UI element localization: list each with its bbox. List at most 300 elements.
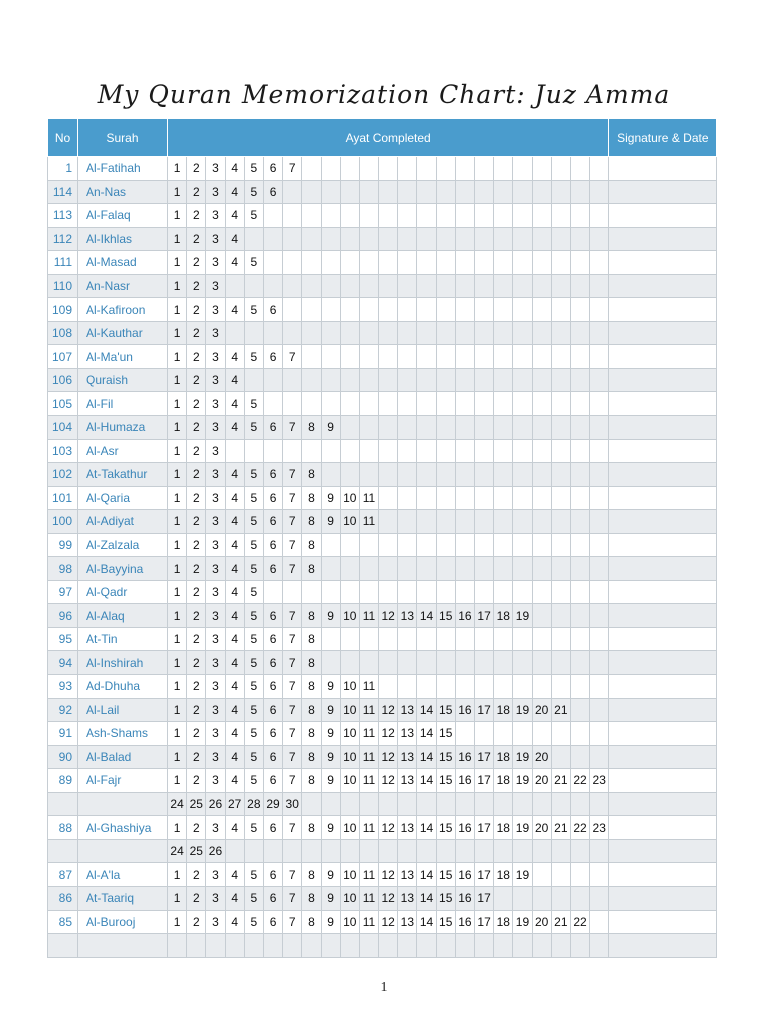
- ayah-cell[interactable]: [455, 839, 474, 863]
- ayah-cell[interactable]: [494, 557, 513, 581]
- ayah-cell[interactable]: 17: [475, 886, 494, 910]
- ayah-cell[interactable]: [436, 580, 455, 604]
- ayah-cell[interactable]: [379, 486, 398, 510]
- ayah-cell[interactable]: 1: [168, 157, 187, 181]
- ayah-cell[interactable]: 1: [168, 510, 187, 534]
- ayah-cell[interactable]: [590, 604, 609, 628]
- ayah-cell[interactable]: 3: [206, 251, 225, 275]
- ayah-cell[interactable]: [436, 675, 455, 699]
- ayah-cell[interactable]: 3: [206, 486, 225, 510]
- ayah-cell[interactable]: 5: [244, 863, 263, 887]
- ayah-cell[interactable]: 21: [551, 769, 570, 793]
- ayah-cell[interactable]: [225, 274, 244, 298]
- signature-cell[interactable]: [609, 274, 717, 298]
- ayah-cell[interactable]: 7: [283, 486, 302, 510]
- ayah-cell[interactable]: 1: [168, 722, 187, 746]
- ayah-cell[interactable]: [570, 863, 589, 887]
- ayah-cell[interactable]: [455, 157, 474, 181]
- ayah-cell[interactable]: [417, 298, 436, 322]
- ayah-cell[interactable]: 11: [359, 886, 378, 910]
- ayah-cell[interactable]: 27: [225, 792, 244, 816]
- ayah-cell[interactable]: 23: [590, 816, 609, 840]
- ayah-cell[interactable]: 2: [187, 604, 206, 628]
- ayah-cell[interactable]: [551, 745, 570, 769]
- ayah-cell[interactable]: [359, 368, 378, 392]
- ayah-cell[interactable]: [532, 416, 551, 440]
- ayah-cell[interactable]: [551, 839, 570, 863]
- ayah-cell[interactable]: 9: [321, 745, 340, 769]
- ayah-cell[interactable]: 4: [225, 580, 244, 604]
- ayah-cell[interactable]: 26: [206, 792, 225, 816]
- ayah-cell[interactable]: [494, 157, 513, 181]
- ayah-cell[interactable]: 2: [187, 204, 206, 228]
- ayah-cell[interactable]: 28: [244, 792, 263, 816]
- ayah-cell[interactable]: 6: [263, 722, 282, 746]
- ayah-cell[interactable]: 12: [379, 722, 398, 746]
- ayah-cell[interactable]: 1: [168, 627, 187, 651]
- ayah-cell[interactable]: [359, 274, 378, 298]
- signature-cell[interactable]: [609, 816, 717, 840]
- ayah-cell[interactable]: [590, 651, 609, 675]
- ayah-cell[interactable]: [417, 439, 436, 463]
- ayah-cell[interactable]: 9: [321, 486, 340, 510]
- ayah-cell[interactable]: [475, 839, 494, 863]
- signature-cell[interactable]: [609, 204, 717, 228]
- ayah-cell[interactable]: [455, 722, 474, 746]
- ayah-cell[interactable]: [417, 533, 436, 557]
- ayah-cell[interactable]: [570, 416, 589, 440]
- ayah-cell[interactable]: [475, 557, 494, 581]
- ayah-cell[interactable]: [455, 463, 474, 487]
- ayah-cell[interactable]: [340, 274, 359, 298]
- ayah-cell[interactable]: 29: [263, 792, 282, 816]
- ayah-cell[interactable]: 7: [283, 651, 302, 675]
- ayah-cell[interactable]: [263, 251, 282, 275]
- ayah-cell[interactable]: [570, 745, 589, 769]
- ayah-cell[interactable]: [570, 839, 589, 863]
- ayah-cell[interactable]: 4: [225, 533, 244, 557]
- ayah-cell[interactable]: 6: [263, 486, 282, 510]
- ayah-cell[interactable]: 1: [168, 204, 187, 228]
- ayah-cell[interactable]: [417, 651, 436, 675]
- ayah-cell[interactable]: [340, 557, 359, 581]
- ayah-cell[interactable]: 4: [225, 651, 244, 675]
- ayah-cell[interactable]: [436, 533, 455, 557]
- ayah-cell[interactable]: [417, 792, 436, 816]
- ayah-cell[interactable]: [302, 251, 321, 275]
- ayah-cell[interactable]: 9: [321, 510, 340, 534]
- ayah-cell[interactable]: [379, 627, 398, 651]
- ayah-cell[interactable]: 13: [398, 769, 417, 793]
- ayah-cell[interactable]: [398, 251, 417, 275]
- ayah-cell[interactable]: [417, 368, 436, 392]
- ayah-cell[interactable]: [590, 486, 609, 510]
- signature-cell[interactable]: [609, 321, 717, 345]
- ayah-cell[interactable]: [570, 345, 589, 369]
- ayah-cell[interactable]: 22: [570, 769, 589, 793]
- ayah-cell[interactable]: 2: [187, 439, 206, 463]
- ayah-cell[interactable]: [551, 627, 570, 651]
- ayah-cell[interactable]: [570, 204, 589, 228]
- ayah-cell[interactable]: [590, 439, 609, 463]
- ayah-cell[interactable]: 7: [283, 745, 302, 769]
- ayah-cell[interactable]: [513, 675, 532, 699]
- ayah-cell[interactable]: 2: [187, 698, 206, 722]
- signature-cell[interactable]: [609, 439, 717, 463]
- ayah-cell[interactable]: [590, 463, 609, 487]
- ayah-cell[interactable]: [494, 580, 513, 604]
- ayah-cell[interactable]: 11: [359, 510, 378, 534]
- ayah-cell[interactable]: 2: [187, 910, 206, 934]
- signature-cell[interactable]: [609, 863, 717, 887]
- ayah-cell[interactable]: [417, 580, 436, 604]
- ayah-cell[interactable]: 19: [513, 863, 532, 887]
- ayah-cell[interactable]: 8: [302, 416, 321, 440]
- ayah-cell[interactable]: 11: [359, 604, 378, 628]
- ayah-cell[interactable]: [475, 627, 494, 651]
- ayah-cell[interactable]: 17: [475, 816, 494, 840]
- ayah-cell[interactable]: 5: [244, 486, 263, 510]
- ayah-cell[interactable]: [359, 533, 378, 557]
- ayah-cell[interactable]: [570, 651, 589, 675]
- ayah-cell[interactable]: [532, 251, 551, 275]
- ayah-cell[interactable]: 6: [263, 510, 282, 534]
- ayah-cell[interactable]: [570, 251, 589, 275]
- ayah-cell[interactable]: [590, 227, 609, 251]
- ayah-cell[interactable]: 7: [283, 910, 302, 934]
- ayah-cell[interactable]: 1: [168, 392, 187, 416]
- ayah-cell[interactable]: [436, 157, 455, 181]
- ayah-cell[interactable]: 20: [532, 698, 551, 722]
- ayah-cell[interactable]: [321, 274, 340, 298]
- ayah-cell[interactable]: [340, 298, 359, 322]
- ayah-cell[interactable]: [475, 180, 494, 204]
- ayah-cell[interactable]: [225, 839, 244, 863]
- ayah-cell[interactable]: 17: [475, 745, 494, 769]
- ayah-cell[interactable]: [398, 651, 417, 675]
- ayah-cell[interactable]: 2: [187, 463, 206, 487]
- ayah-cell[interactable]: [494, 204, 513, 228]
- ayah-cell[interactable]: 6: [263, 298, 282, 322]
- ayah-cell[interactable]: 11: [359, 863, 378, 887]
- ayah-cell[interactable]: 6: [263, 769, 282, 793]
- ayah-cell[interactable]: 6: [263, 651, 282, 675]
- ayah-cell[interactable]: [532, 557, 551, 581]
- ayah-cell[interactable]: [283, 274, 302, 298]
- ayah-cell[interactable]: [417, 180, 436, 204]
- ayah-cell[interactable]: 6: [263, 627, 282, 651]
- ayah-cell[interactable]: [436, 792, 455, 816]
- ayah-cell[interactable]: 12: [379, 816, 398, 840]
- ayah-cell[interactable]: [321, 204, 340, 228]
- ayah-cell[interactable]: [340, 416, 359, 440]
- signature-cell[interactable]: [609, 839, 717, 863]
- ayah-cell[interactable]: 3: [206, 510, 225, 534]
- ayah-cell[interactable]: 6: [263, 416, 282, 440]
- ayah-cell[interactable]: 9: [321, 416, 340, 440]
- ayah-cell[interactable]: [570, 180, 589, 204]
- ayah-cell[interactable]: 5: [244, 510, 263, 534]
- ayah-cell[interactable]: 2: [187, 769, 206, 793]
- ayah-cell[interactable]: 4: [225, 816, 244, 840]
- ayah-cell[interactable]: [379, 463, 398, 487]
- ayah-cell[interactable]: [283, 298, 302, 322]
- signature-cell[interactable]: [609, 157, 717, 181]
- ayah-cell[interactable]: [283, 227, 302, 251]
- ayah-cell[interactable]: [340, 321, 359, 345]
- ayah-cell[interactable]: [321, 439, 340, 463]
- ayah-cell[interactable]: [379, 839, 398, 863]
- ayah-cell[interactable]: [379, 533, 398, 557]
- ayah-cell[interactable]: [532, 345, 551, 369]
- ayah-cell[interactable]: [590, 580, 609, 604]
- ayah-cell[interactable]: [283, 180, 302, 204]
- ayah-cell[interactable]: [417, 510, 436, 534]
- ayah-cell[interactable]: 3: [206, 745, 225, 769]
- ayah-cell[interactable]: 8: [302, 463, 321, 487]
- ayah-cell[interactable]: 4: [225, 745, 244, 769]
- ayah-cell[interactable]: [455, 321, 474, 345]
- ayah-cell[interactable]: 5: [244, 910, 263, 934]
- ayah-cell[interactable]: 6: [263, 698, 282, 722]
- ayah-cell[interactable]: [570, 298, 589, 322]
- ayah-cell[interactable]: [398, 368, 417, 392]
- ayah-cell[interactable]: 14: [417, 769, 436, 793]
- ayah-cell[interactable]: 9: [321, 698, 340, 722]
- ayah-cell[interactable]: 2: [187, 345, 206, 369]
- ayah-cell[interactable]: 11: [359, 769, 378, 793]
- signature-cell[interactable]: [609, 698, 717, 722]
- ayah-cell[interactable]: 8: [302, 745, 321, 769]
- ayah-cell[interactable]: 6: [263, 863, 282, 887]
- ayah-cell[interactable]: [513, 722, 532, 746]
- ayah-cell[interactable]: 3: [206, 345, 225, 369]
- ayah-cell[interactable]: 18: [494, 910, 513, 934]
- ayah-cell[interactable]: 1: [168, 321, 187, 345]
- ayah-cell[interactable]: [263, 392, 282, 416]
- ayah-cell[interactable]: 12: [379, 604, 398, 628]
- ayah-cell[interactable]: [551, 321, 570, 345]
- ayah-cell[interactable]: 10: [340, 722, 359, 746]
- ayah-cell[interactable]: 5: [244, 557, 263, 581]
- ayah-cell[interactable]: [570, 533, 589, 557]
- ayah-cell[interactable]: [513, 157, 532, 181]
- ayah-cell[interactable]: [436, 298, 455, 322]
- ayah-cell[interactable]: 4: [225, 251, 244, 275]
- ayah-cell[interactable]: [263, 274, 282, 298]
- ayah-cell[interactable]: [570, 698, 589, 722]
- ayah-cell[interactable]: [513, 204, 532, 228]
- ayah-cell[interactable]: 7: [283, 769, 302, 793]
- ayah-cell[interactable]: 15: [436, 604, 455, 628]
- ayah-cell[interactable]: [532, 510, 551, 534]
- ayah-cell[interactable]: 4: [225, 769, 244, 793]
- ayah-cell[interactable]: [359, 345, 378, 369]
- ayah-cell[interactable]: [532, 321, 551, 345]
- ayah-cell[interactable]: 3: [206, 157, 225, 181]
- ayah-cell[interactable]: [455, 557, 474, 581]
- ayah-cell[interactable]: [494, 392, 513, 416]
- ayah-cell[interactable]: [455, 580, 474, 604]
- ayah-cell[interactable]: 8: [302, 769, 321, 793]
- ayah-cell[interactable]: 16: [455, 769, 474, 793]
- ayah-cell[interactable]: [551, 675, 570, 699]
- ayah-cell[interactable]: 8: [302, 816, 321, 840]
- ayah-cell[interactable]: [455, 416, 474, 440]
- ayah-cell[interactable]: [340, 368, 359, 392]
- ayah-cell[interactable]: 17: [475, 769, 494, 793]
- ayah-cell[interactable]: [475, 486, 494, 510]
- ayah-cell[interactable]: 5: [244, 416, 263, 440]
- ayah-cell[interactable]: [321, 792, 340, 816]
- ayah-cell[interactable]: [263, 227, 282, 251]
- ayah-cell[interactable]: [475, 510, 494, 534]
- signature-cell[interactable]: [609, 416, 717, 440]
- ayah-cell[interactable]: [340, 392, 359, 416]
- ayah-cell[interactable]: [340, 580, 359, 604]
- ayah-cell[interactable]: [417, 416, 436, 440]
- ayah-cell[interactable]: 7: [283, 698, 302, 722]
- ayah-cell[interactable]: 13: [398, 863, 417, 887]
- ayah-cell[interactable]: [475, 463, 494, 487]
- ayah-cell[interactable]: 10: [340, 769, 359, 793]
- ayah-cell[interactable]: [398, 463, 417, 487]
- ayah-cell[interactable]: [244, 274, 263, 298]
- ayah-cell[interactable]: [379, 298, 398, 322]
- ayah-cell[interactable]: [590, 722, 609, 746]
- ayah-cell[interactable]: 3: [206, 863, 225, 887]
- ayah-cell[interactable]: [283, 439, 302, 463]
- ayah-cell[interactable]: 6: [263, 157, 282, 181]
- ayah-cell[interactable]: [455, 227, 474, 251]
- ayah-cell[interactable]: 4: [225, 910, 244, 934]
- ayah-cell[interactable]: 9: [321, 769, 340, 793]
- ayah-cell[interactable]: [455, 533, 474, 557]
- signature-cell[interactable]: [609, 675, 717, 699]
- ayah-cell[interactable]: [590, 910, 609, 934]
- ayah-cell[interactable]: [379, 557, 398, 581]
- ayah-cell[interactable]: 6: [263, 180, 282, 204]
- ayah-cell[interactable]: 1: [168, 274, 187, 298]
- ayah-cell[interactable]: [455, 627, 474, 651]
- ayah-cell[interactable]: 1: [168, 298, 187, 322]
- ayah-cell[interactable]: 7: [283, 463, 302, 487]
- ayah-cell[interactable]: [244, 227, 263, 251]
- ayah-cell[interactable]: 1: [168, 769, 187, 793]
- ayah-cell[interactable]: [321, 557, 340, 581]
- ayah-cell[interactable]: [532, 463, 551, 487]
- ayah-cell[interactable]: [455, 792, 474, 816]
- ayah-cell[interactable]: 9: [321, 816, 340, 840]
- ayah-cell[interactable]: 4: [225, 698, 244, 722]
- ayah-cell[interactable]: [494, 298, 513, 322]
- ayah-cell[interactable]: [551, 557, 570, 581]
- ayah-cell[interactable]: 2: [187, 816, 206, 840]
- ayah-cell[interactable]: 13: [398, 886, 417, 910]
- ayah-cell[interactable]: [494, 839, 513, 863]
- ayah-cell[interactable]: 4: [225, 463, 244, 487]
- ayah-cell[interactable]: 1: [168, 463, 187, 487]
- ayah-cell[interactable]: [590, 298, 609, 322]
- ayah-cell[interactable]: 2: [187, 298, 206, 322]
- ayah-cell[interactable]: 17: [475, 698, 494, 722]
- ayah-cell[interactable]: [398, 675, 417, 699]
- ayah-cell[interactable]: 2: [187, 251, 206, 275]
- ayah-cell[interactable]: 2: [187, 157, 206, 181]
- ayah-cell[interactable]: [398, 274, 417, 298]
- ayah-cell[interactable]: [475, 157, 494, 181]
- signature-cell[interactable]: [609, 486, 717, 510]
- ayah-cell[interactable]: [551, 180, 570, 204]
- ayah-cell[interactable]: 10: [340, 510, 359, 534]
- ayah-cell[interactable]: 19: [513, 698, 532, 722]
- signature-cell[interactable]: [609, 227, 717, 251]
- ayah-cell[interactable]: 16: [455, 698, 474, 722]
- ayah-cell[interactable]: [532, 274, 551, 298]
- ayah-cell[interactable]: [570, 392, 589, 416]
- ayah-cell[interactable]: 8: [302, 486, 321, 510]
- ayah-cell[interactable]: 10: [340, 910, 359, 934]
- ayah-cell[interactable]: [570, 580, 589, 604]
- ayah-cell[interactable]: 1: [168, 557, 187, 581]
- ayah-cell[interactable]: [321, 463, 340, 487]
- ayah-cell[interactable]: 11: [359, 910, 378, 934]
- ayah-cell[interactable]: 9: [321, 910, 340, 934]
- ayah-cell[interactable]: 8: [302, 698, 321, 722]
- ayah-cell[interactable]: [263, 439, 282, 463]
- ayah-cell[interactable]: [532, 839, 551, 863]
- ayah-cell[interactable]: [532, 180, 551, 204]
- ayah-cell[interactable]: [475, 321, 494, 345]
- ayah-cell[interactable]: 10: [340, 604, 359, 628]
- ayah-cell[interactable]: [551, 298, 570, 322]
- signature-cell[interactable]: [609, 298, 717, 322]
- ayah-cell[interactable]: [475, 792, 494, 816]
- signature-cell[interactable]: [609, 368, 717, 392]
- signature-cell[interactable]: [609, 769, 717, 793]
- ayah-cell[interactable]: [263, 204, 282, 228]
- ayah-cell[interactable]: 2: [187, 651, 206, 675]
- ayah-cell[interactable]: [340, 792, 359, 816]
- ayah-cell[interactable]: [590, 627, 609, 651]
- ayah-cell[interactable]: 7: [283, 533, 302, 557]
- ayah-cell[interactable]: [590, 274, 609, 298]
- ayah-cell[interactable]: [340, 251, 359, 275]
- ayah-cell[interactable]: 13: [398, 910, 417, 934]
- ayah-cell[interactable]: 9: [321, 863, 340, 887]
- ayah-cell[interactable]: [436, 839, 455, 863]
- ayah-cell[interactable]: 13: [398, 745, 417, 769]
- ayah-cell[interactable]: [417, 392, 436, 416]
- ayah-cell[interactable]: 18: [494, 745, 513, 769]
- ayah-cell[interactable]: 17: [475, 910, 494, 934]
- ayah-cell[interactable]: [551, 251, 570, 275]
- ayah-cell[interactable]: [513, 486, 532, 510]
- ayah-cell[interactable]: [532, 604, 551, 628]
- ayah-cell[interactable]: 2: [187, 227, 206, 251]
- ayah-cell[interactable]: 4: [225, 368, 244, 392]
- ayah-cell[interactable]: 7: [283, 510, 302, 534]
- ayah-cell[interactable]: 4: [225, 886, 244, 910]
- ayah-cell[interactable]: 16: [455, 745, 474, 769]
- ayah-cell[interactable]: [513, 651, 532, 675]
- ayah-cell[interactable]: [570, 792, 589, 816]
- ayah-cell[interactable]: 14: [417, 886, 436, 910]
- ayah-cell[interactable]: [590, 792, 609, 816]
- ayah-cell[interactable]: [283, 204, 302, 228]
- ayah-cell[interactable]: [436, 439, 455, 463]
- ayah-cell[interactable]: [321, 321, 340, 345]
